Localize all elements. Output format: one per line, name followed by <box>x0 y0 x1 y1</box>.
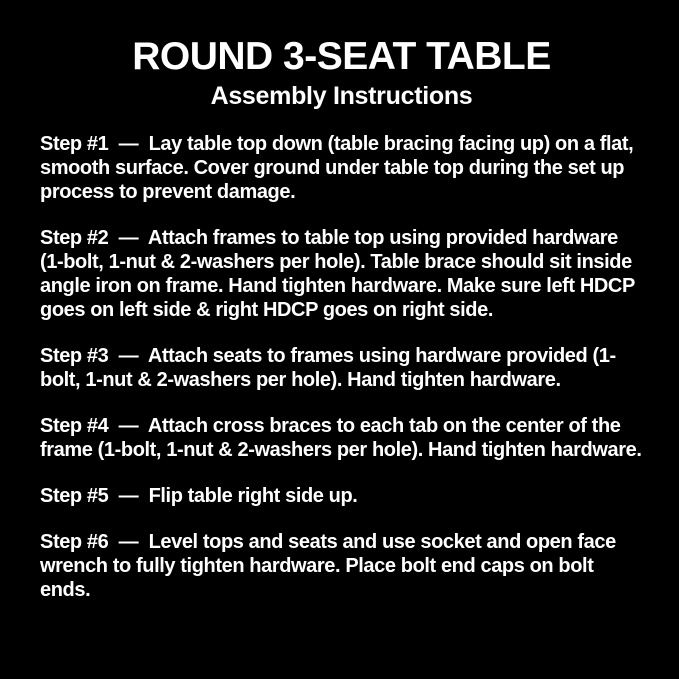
step-2-text: Step #2 — Attach frames to table top using provided hardware (1-bolt, 1-nut & 2-washers per hole). Table brace should sit inside angle iron on frame. Hand tighten hardware. Make sure left HDCP goes on left side & right HDCP goes on right side. <box>40 227 640 322</box>
step-3-text: Step #3 — Attach seats to frames using hardware provided (1-bolt, 1-nut & 2-washers per hole). Hand tighten hardware. <box>40 345 616 392</box>
step-4-text: Step #4 — Attach cross braces to each tab on the center of the frame (1-bolt, 1-nut & 2-washers per hole). Hand tighten hardware. <box>40 415 642 462</box>
page-title: ROUND 3-SEAT TABLE <box>132 35 551 78</box>
header <box>40 36 643 112</box>
step-1-text: Step #1 — Lay table top down (table bracing facing up) on a flat, smooth surface. Cover ground under table top during the set up process to prevent damage. <box>40 133 639 204</box>
steps-list <box>40 132 643 602</box>
page-subtitle: Assembly Instructions <box>210 81 473 110</box>
step-6-text: Step #6 — Level tops and seats and use socket and open face wrench to fully tighten hardware. Place bolt end caps on bolt ends. <box>40 531 621 602</box>
step-5-text: Step #5 — Flip table right side up. <box>40 485 358 508</box>
